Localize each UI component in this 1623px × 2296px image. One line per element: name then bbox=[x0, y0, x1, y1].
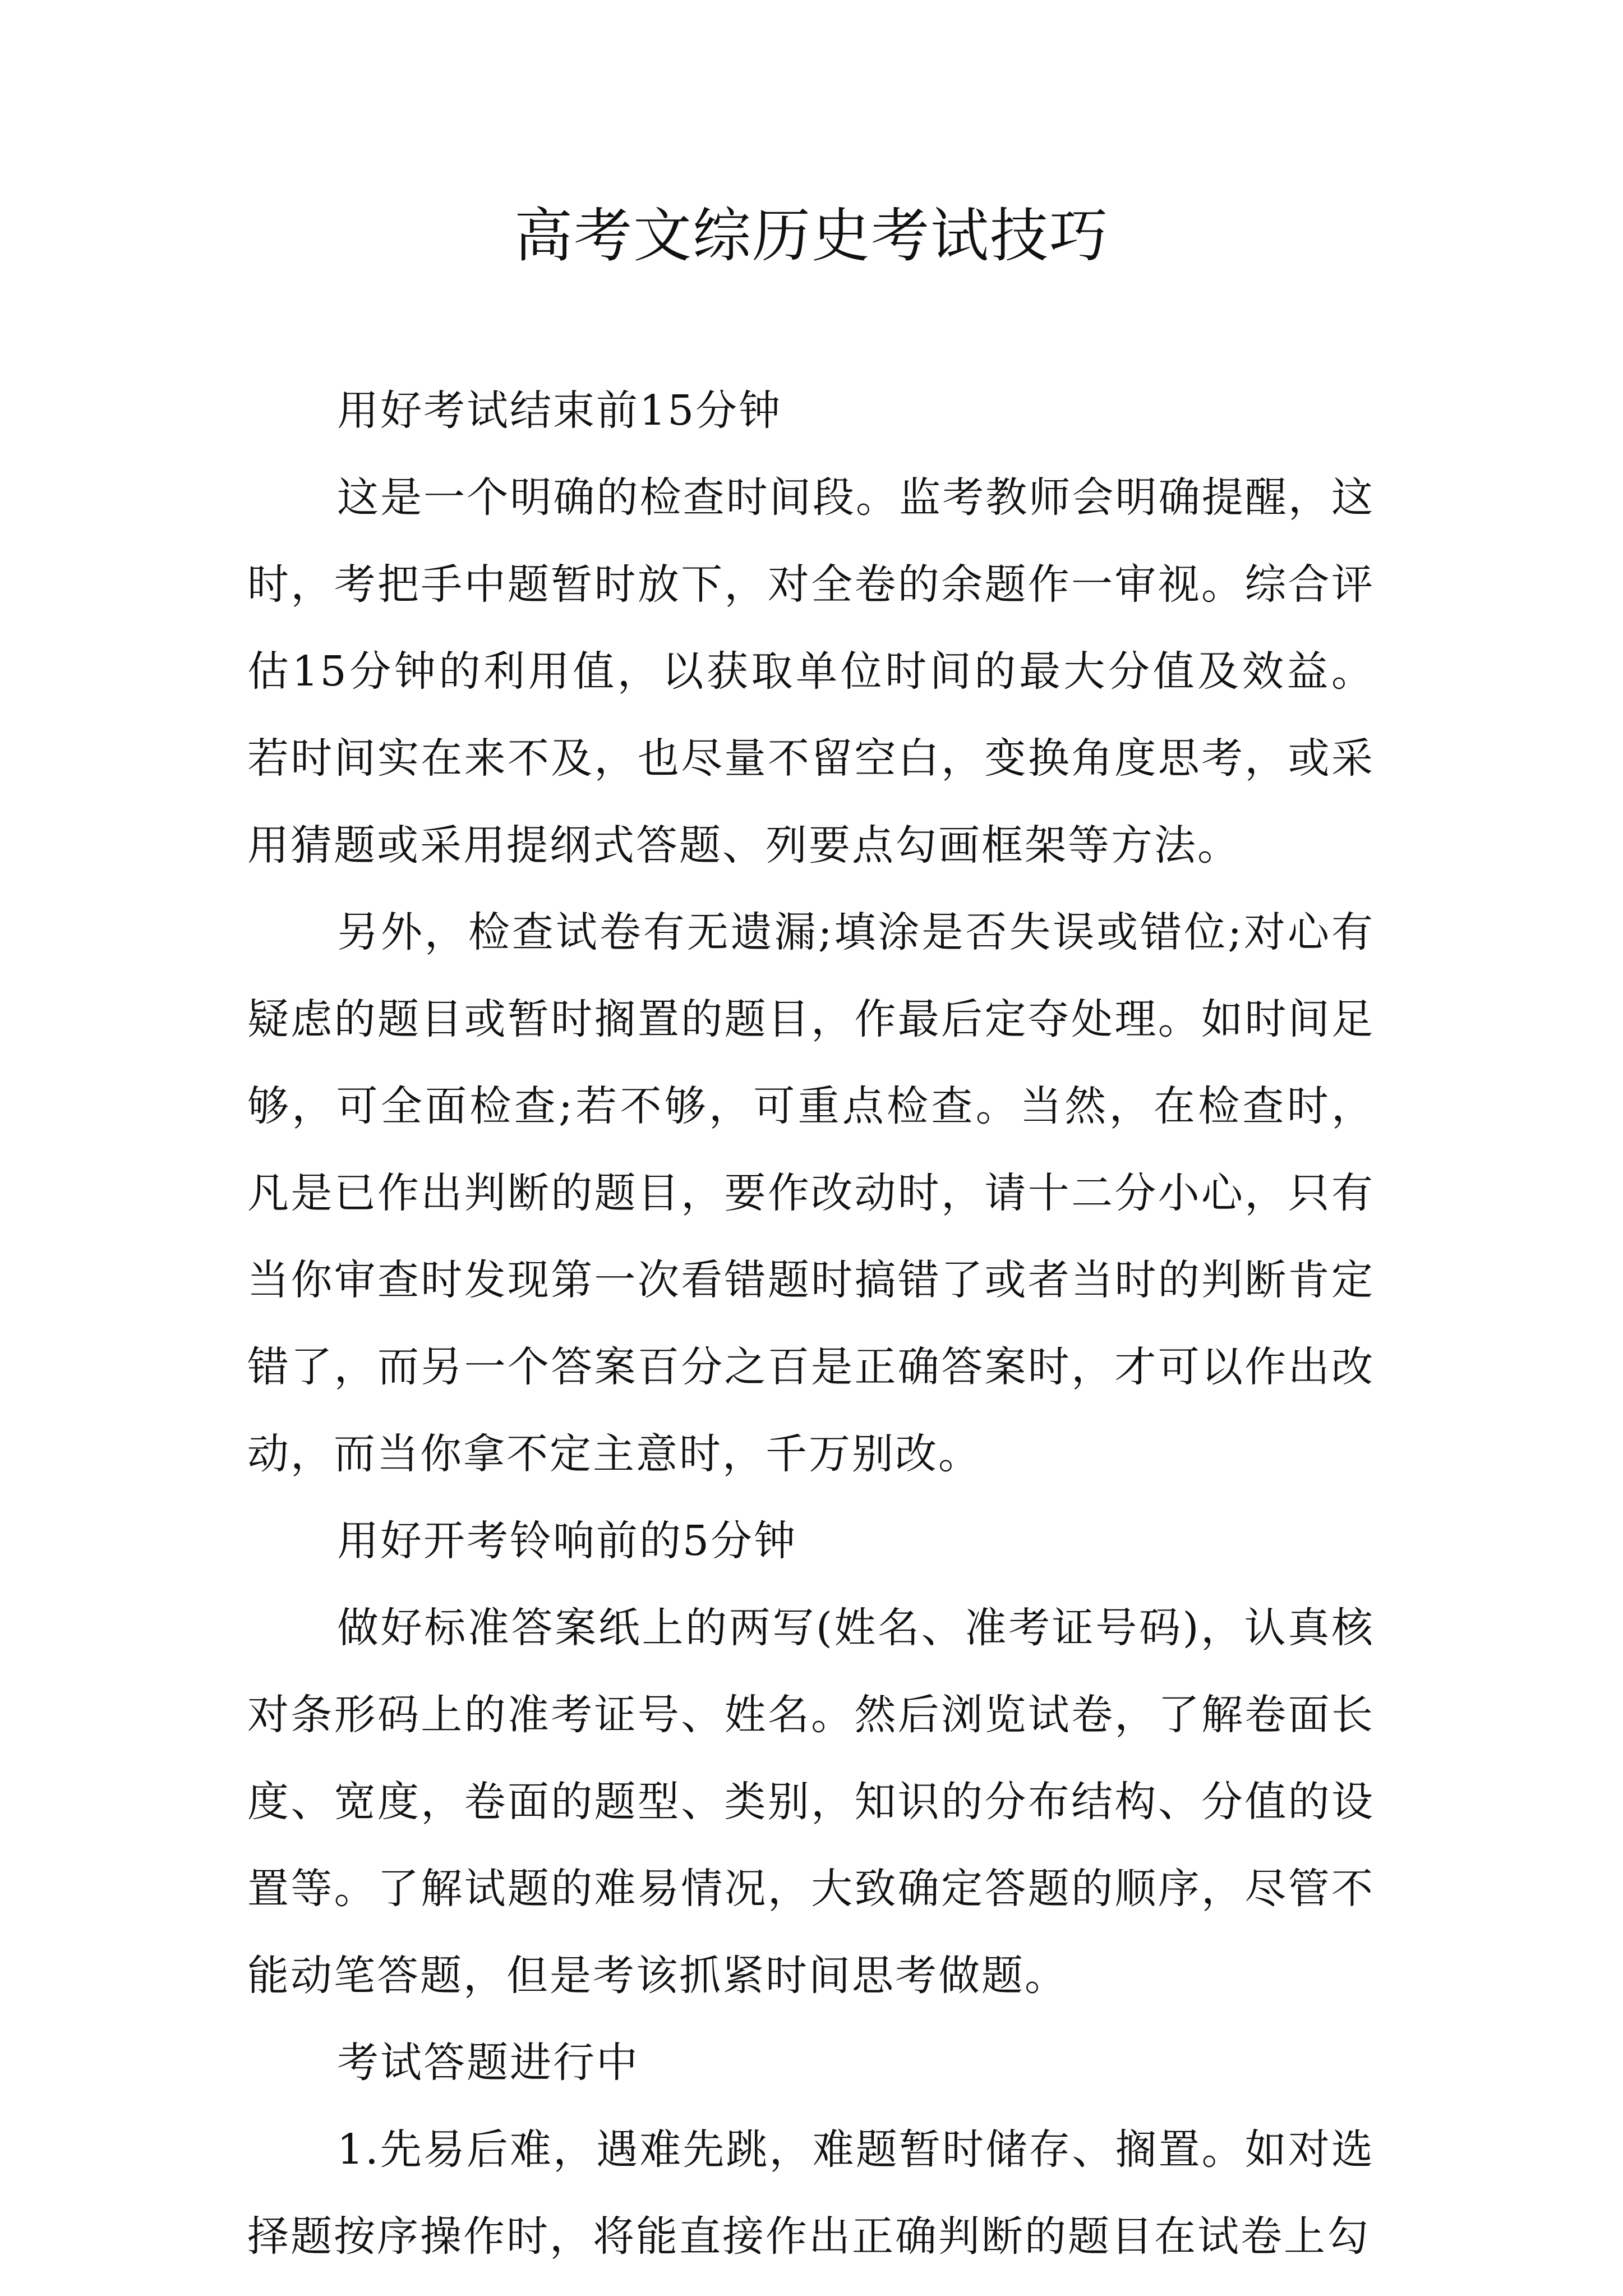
paragraph-heading-last-15-minutes: 用好考试结束前15分钟 bbox=[337, 386, 782, 435]
paragraph-heading-first-5-minutes: 用好开考铃响前的5分钟 bbox=[337, 1517, 797, 1565]
paragraph-preparation: 做好标准答案纸上的两写(姓名、准考证号码)，认真核对条形码上的准考证号、姓名。然后浏览试卷，了解卷面长度、宽度，卷面的题型、类别，知识的分布结构、分值的设置等。了解试题的难易情况，大致确定答题的顺序，尽管不能动笔答题，但是考该抓紧时间思考做题。 bbox=[247, 1604, 1375, 2000]
paragraph-check-period: 这是一个明确的检查时间段。监考教师会明确提醒，这时，考把手中题暂时放下，对全卷的余题作一审视。综合评估15分钟的利用值，以获取单位时间的最大分值及效益。若时间实在来不及，也尽量不留空白，变换角度思考，或采用猜题或采用提纲式答题、列要点勾画框架等方法。 bbox=[247, 473, 1375, 869]
paragraph-heading-during-exam: 考试答题进行中 bbox=[337, 2039, 639, 2087]
document-title: 高考文综历史考试技巧 bbox=[514, 201, 1109, 270]
paragraph-review-details: 另外，检查试卷有无遗漏;填涂是否失误或错位;对心有疑虑的题目或暂时搁置的题目，作最后定夺处理。如时间足够，可全面检查;若不够，可重点检查。当然，在检查时，凡是已作出判断的题目，要作改动时，请十二分小心，只有当你审查时发现第一次看错题时搞错了或者当时的判断肯定错了，而另一个答案百分之百是正确答案时，才可以作出改动，而当你拿不定主意时，千万别改。 bbox=[247, 908, 1375, 1478]
document-body bbox=[247, 367, 1375, 2280]
paragraph-strategy-1: 1.先易后难，遇难先跳，难题暂时储存、搁置。如对选择题按序操作时，将能直接作出正确判断的题目在试卷上勾 bbox=[247, 2125, 1375, 2261]
